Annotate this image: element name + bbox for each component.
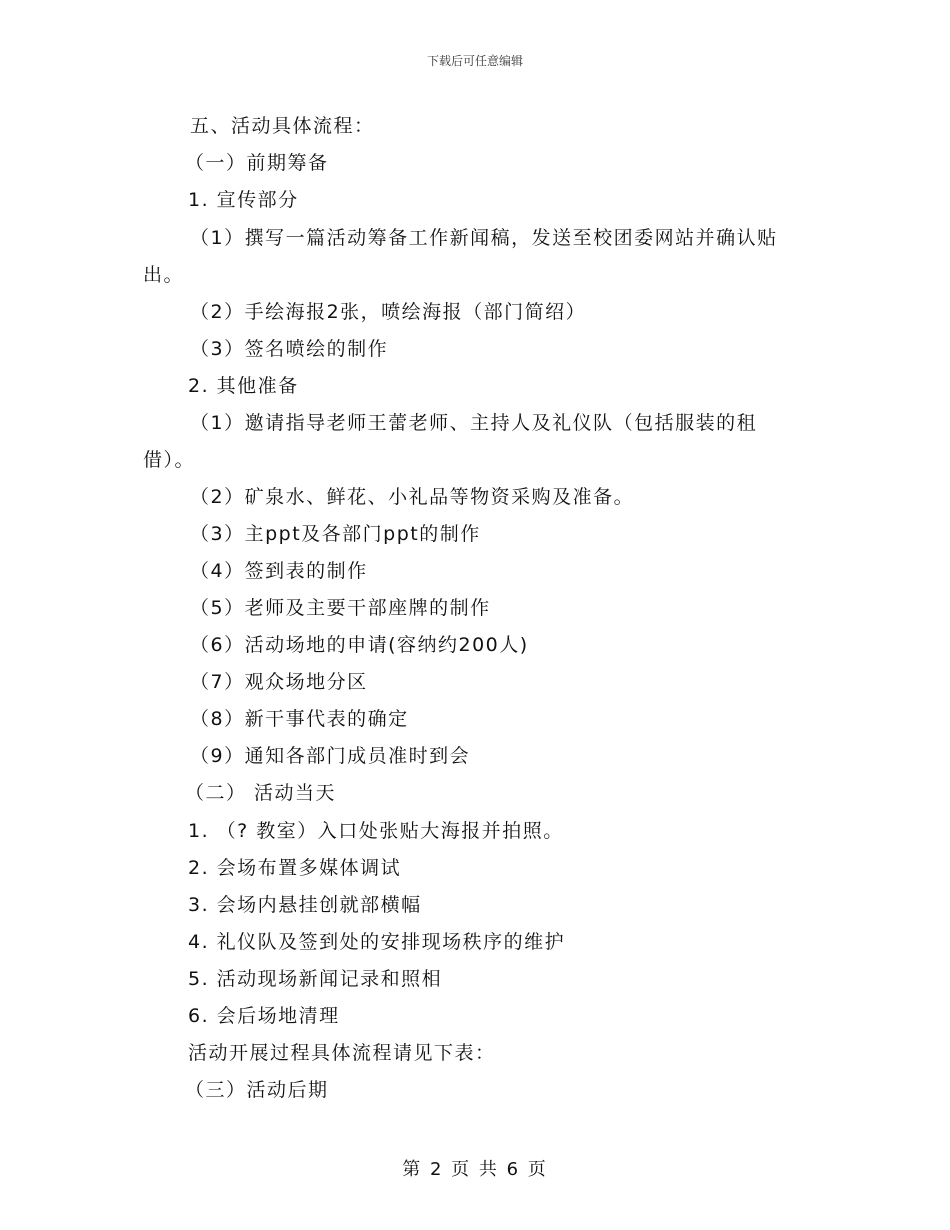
list-item: 2. 会场布置多媒体调试 [188, 857, 402, 879]
list-item: 3. 会场内悬挂创就部横幅 [188, 894, 422, 916]
list-item: （8）新干事代表的确定 [190, 708, 409, 730]
list-item: （3）签名喷绘的制作 [190, 338, 389, 360]
list-item: 1. （? 教室）入口处张贴大海报并拍照。 [188, 820, 564, 842]
list-item: （2）手绘海报2张，喷绘海报（部门简绍） [190, 301, 587, 323]
list-item-continued: 出。 [143, 264, 185, 286]
list-item-continued: 借）。 [143, 449, 196, 471]
subsection-heading: （二） 活动当天 [185, 782, 337, 804]
list-item: 6. 会后场地清理 [188, 1005, 340, 1027]
list-item: （6）活动场地的申请(容纳约200人) [190, 634, 529, 656]
list-item: 1. 宣传部分 [188, 189, 299, 211]
page-header: 下载后可任意编辑 [426, 54, 523, 68]
page-footer: 第 2 页 共 6 页 [402, 1159, 548, 1180]
paragraph: 活动开展过程具体流程请见下表： [188, 1042, 496, 1064]
list-item: （7）观众场地分区 [190, 671, 368, 693]
list-item: （5）老师及主要干部座牌的制作 [190, 597, 491, 619]
list-item: 4. 礼仪队及签到处的安排现场秩序的维护 [188, 931, 566, 953]
list-item: （2）矿泉水、鲜花、小礼品等物资采购及准备。 [190, 486, 635, 508]
list-item: （3）主ppt及各部门ppt的制作 [190, 523, 481, 545]
list-item: 2. 其他准备 [188, 375, 299, 397]
section-heading: 五、活动具体流程： [190, 115, 375, 137]
subsection-heading: （一）前期筹备 [185, 152, 329, 174]
list-item: 5. 活动现场新闻记录和照相 [188, 968, 443, 990]
list-item: （9）通知各部门成员准时到会 [190, 745, 471, 767]
subsection-heading: （三）活动后期 [185, 1079, 329, 1101]
list-item: （1）邀请指导老师王蕾老师、主持人及礼仪队（包括服装的租 [190, 412, 758, 434]
list-item: （4）签到表的制作 [190, 560, 368, 582]
list-item: （1）撰写一篇活动筹备工作新闻稿，发送至校团委网站并确认贴 [190, 227, 778, 249]
